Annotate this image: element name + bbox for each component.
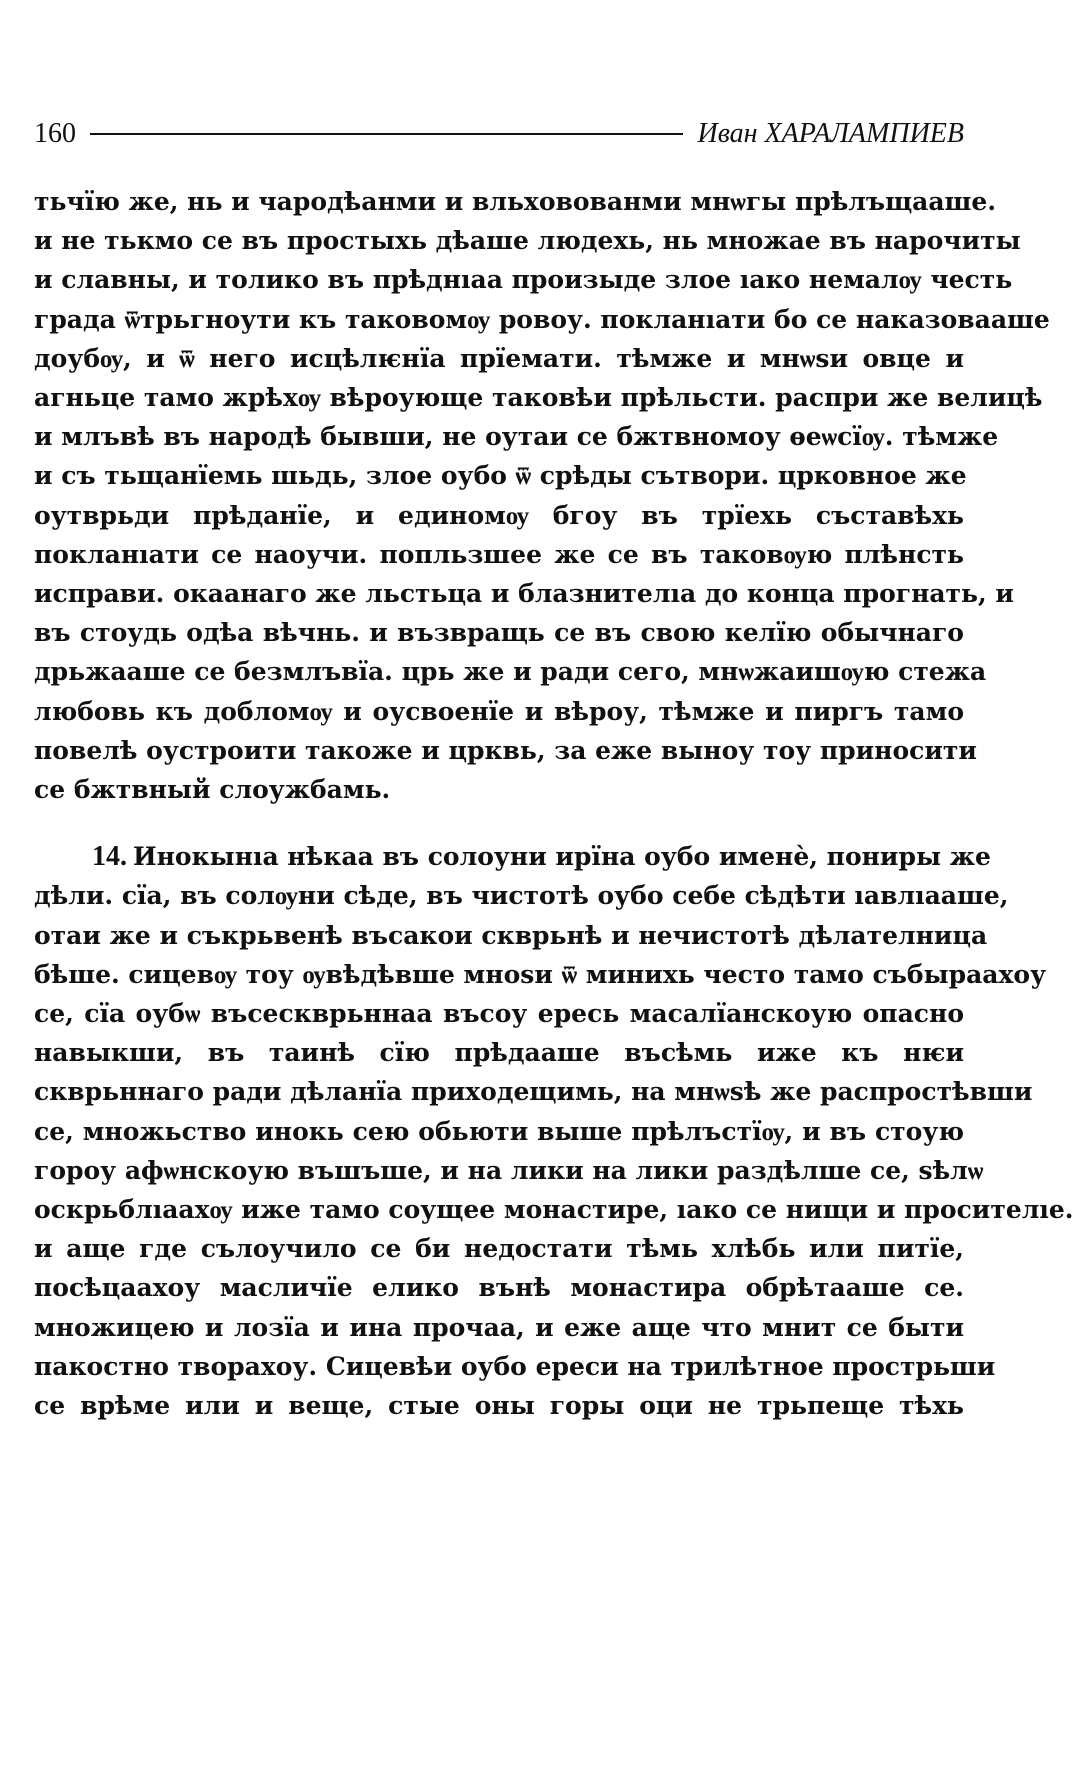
text-line: Инокынıа нѣкаа въ солоуни ирїна оубо именѐ, пониры же	[133, 842, 991, 872]
text-line: агньце тамо жрѣхѹ вѣроующе таковѣи прѣльсти. распри же велицѣ	[34, 383, 1043, 413]
text-line: и съ тьщанїемь шьдь, злое оубо ѿ срѣды сътвори. црковное же	[34, 461, 967, 491]
text-line: исправи. окаанаго же льстьца и блазнителıа до конца прогнать, и	[34, 579, 1014, 609]
text-line: покланıати се наоучи. попльзшее же се въ таковѹю плѣнсть	[34, 539, 964, 569]
text-line: и не тькмо се въ простыхь дѣаше людехь, нь множае въ нарочиты	[34, 226, 1021, 256]
text-line: бѣше. сицевѹ тоу ѹвѣдѣвше мноѕи ѿ минихь често тамо събыраахоу	[34, 959, 1047, 989]
text-line: тьчїю же, нь и чародѣанми и вльховованми мнѡгы прѣлъщааше.	[34, 187, 997, 216]
text-line: доубѹ, и ѿ него исцѣлѥнїа прїемати. тѣмже и мнѡѕи овце и	[34, 343, 964, 373]
page-header	[34, 118, 964, 150]
text-line: пакостно творахоу. Сицевѣи оубо ереси на трилѣтное прострьши	[34, 1351, 996, 1381]
text-line: се, сїа оубѡ въсескврьннаа въсоу ересь масалїанскоую опасно	[34, 999, 964, 1029]
page-number: 160	[34, 118, 76, 149]
text-line: посѣцаахоу масличїе елико вънѣ монастира обрѣтааше се.	[34, 1273, 964, 1303]
text-line: дрьжааше се безмлъвїа. црь же и ради сего, мнѡжаишѹю стежа	[34, 657, 987, 687]
text-line: се бжтвный слоужбамь.	[34, 775, 391, 805]
running-head: Иван ХАРАЛАМПИЕВ	[697, 118, 964, 149]
text-line: множицею и лозїа и ина прочаа, и еже аще что мнит се быти	[34, 1312, 964, 1342]
text-line: оутврьди прѣданїе, и единомѹ бгоу въ трїехь съставѣхь	[34, 500, 964, 530]
paragraph-gap	[34, 809, 964, 837]
text-line: дѣли. сїа, въ солѹни сѣде, въ чистотѣ оубо себе сѣдѣти ıавлıааше,	[34, 881, 1009, 911]
paragraph-13-continuation	[34, 182, 1050, 809]
text-line: отаи же и съкрьвенѣ въсакои скврьнѣ и нечистотѣ дѣлателница	[34, 920, 988, 950]
text-line: и млъвѣ въ народѣ бывши, не оутаи се бжтвномоу ѳеѡсїѹ. тѣмже	[34, 422, 999, 452]
text-line: и аще где сълоучило се би недостати тѣмь хлѣбь или питїе,	[34, 1234, 964, 1264]
text-line: и славны, и толико въ прѣднıаа произыде злое ıако немалѹ честь	[34, 265, 1013, 295]
paragraph-14-lines	[34, 876, 1074, 1425]
header-rule	[90, 133, 683, 135]
text-line: се врѣме или и веще, стые оны горы оци не трьпеще тѣхь	[34, 1391, 964, 1421]
section-number: 14.	[92, 841, 127, 873]
text-line: въ стоудь одѣа вѣчнь. и възвращь се въ свою кeлїю обычнаго	[34, 618, 964, 648]
text-line: скврьннаго ради дѣланїа приходещимь, на мнѡѕѣ же распростѣвши	[34, 1077, 1033, 1107]
paragraph-14-first-line	[34, 837, 991, 876]
page-body	[34, 182, 1074, 1425]
text-line: навыкши, въ таинѣ сїю прѣдааше въсѣмь иже къ нѥи	[34, 1038, 964, 1068]
text-line: гороу афѡнскоую въшъше, и на лики на лики раздѣлше се, ѕѣлѡ	[34, 1155, 984, 1185]
text-line: любовь къ добломѹ и оусвоенїе и вѣроу, тѣмже и пиргъ тамо	[34, 696, 964, 726]
text-line: повелѣ оустроити такоже и црквь, за еже выноу тоу приносити	[34, 735, 977, 765]
text-line: оскрьблıаахѹ иже тамо соущее монастире, ıако се нищи и просителıе.	[34, 1195, 1074, 1225]
paragraph-14	[34, 837, 1074, 1425]
text-line: града ѿтрьгноути къ таковомѹ ровоу. покланıати бо се наказоваaше	[34, 304, 1050, 334]
text-line: се, множьство инокь сею обьюти выше прѣлъстїѹ, и въ стоую	[34, 1116, 964, 1146]
